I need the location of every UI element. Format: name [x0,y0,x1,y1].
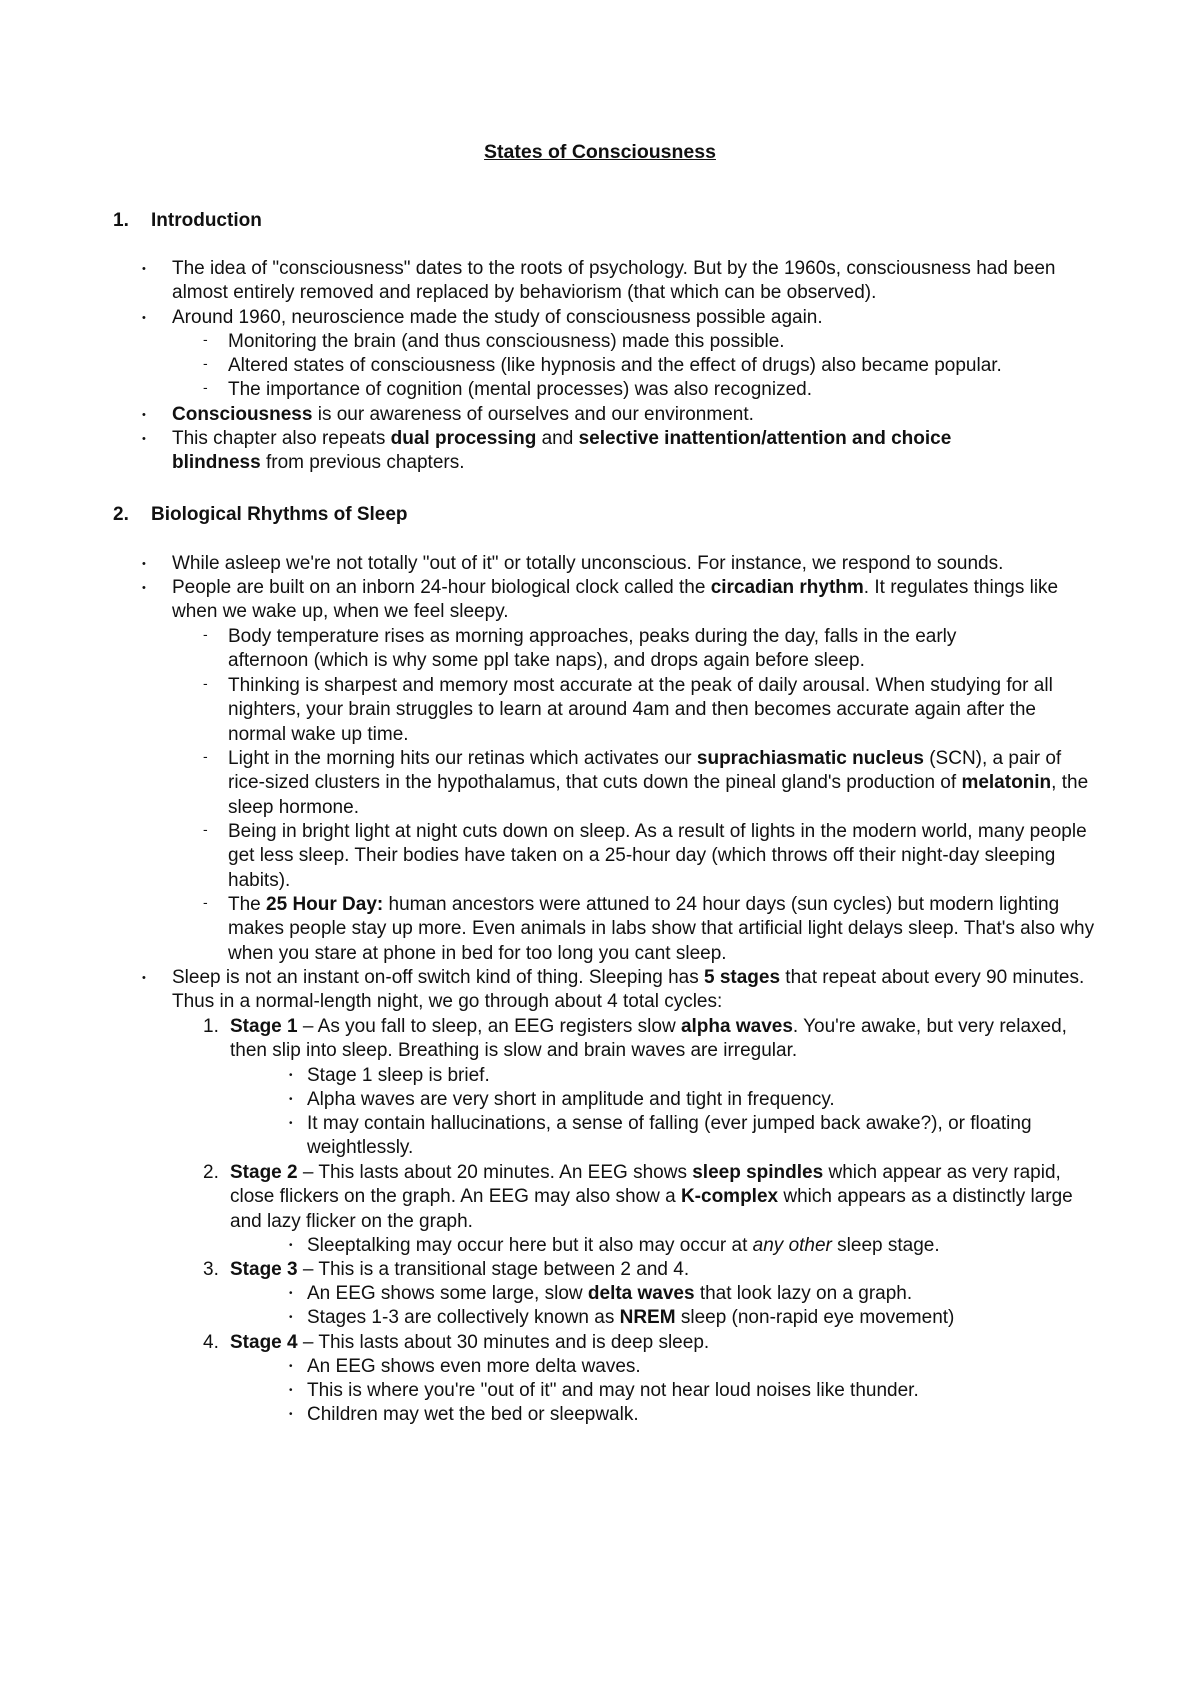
numbered-item-stage-1 [0,1015,1200,1064]
numbered-item-stage-2 [0,1161,1200,1234]
bullet-marker: • [289,1409,293,1420]
sub-list-item-text: Altered states of consciousness (like hypnosis and the effect of drugs) also became popular. [228,355,1002,376]
sub-sub-list-item-text: Children may wet the bed or sleepwalk. [307,1404,639,1425]
sub-list-item-text: Being in bright light at night cuts down on sleep. As a result of lights in the modern world, many people get less sleep. Their bodies have taken on a 25-hour day (which throws off their night-day sleeping habits). [228,821,1087,891]
item-number: 2. [203,1162,219,1183]
dash-marker: - [203,894,208,910]
bullet-marker: • [142,972,146,984]
sub-list-item-text: The 25 Hour Day: human ancestors were attuned to 24 hour days (sun cycles) but modern lighting makes people stay up more. Even animals in labs show that artificial light delays sleep. That's also why when you stare at phone in bed for too long you cant sleep. [228,894,1095,964]
bullet-marker: • [289,1312,293,1323]
sub-list-item-text: The importance of cognition (mental processes) was also recognized. [228,379,813,400]
sub-sub-list-item [0,1282,1200,1306]
sub-sub-list-item [0,1403,1200,1427]
bullet-marker: • [142,409,146,421]
sub-list-item [0,378,1200,402]
numbered-item-text: Stage 3 – This is a transitional stage between 2 and 4. [230,1259,690,1280]
sub-sub-list-item-text: Stage 1 sleep is brief. [307,1065,490,1086]
bullet-marker: • [289,1094,293,1105]
term-delta-waves: delta waves [587,1283,695,1304]
stage-name: Stage 2 [230,1162,298,1183]
term-dual-processing: dual processing [390,428,537,449]
bullet-marker: • [142,263,146,275]
sub-sub-list-item-text: Sleeptalking may occur here but it also may occur at any other sleep stage. [307,1235,940,1256]
list-item [0,306,1200,330]
list-item-text: This chapter also repeats dual processing and selective inattention/attention and choice blindness from previous chapters. [172,428,952,474]
item-number: 1. [203,1016,219,1037]
section-number: 2. [113,504,129,525]
sub-sub-list-item-text: This is where you're "out of it" and may not hear loud noises like thunder. [307,1380,919,1401]
term-alpha-waves: alpha waves [680,1016,793,1037]
dash-marker: - [203,331,208,347]
list-item [0,257,1200,306]
numbered-item-text: Stage 4 – This lasts about 30 minutes and is deep sleep. [230,1332,710,1353]
dash-marker: - [203,355,208,371]
sub-list-item-text: Monitoring the brain (and thus consciousness) made this possible. [228,331,785,352]
sub-list-item [0,674,1200,747]
list-item-text: Around 1960, neuroscience made the study of consciousness possible again. [172,307,823,328]
sub-list-item [0,893,1200,966]
term-consciousness: Consciousness [172,404,313,425]
stage-name: Stage 3 [230,1259,298,1280]
sub-sub-list-item-text: An EEG shows some large, slow delta waves that look lazy on a graph. [307,1283,913,1304]
sub-list-item-text: Thinking is sharpest and memory most accurate at the peak of daily arousal. When studying for all nighters, your brain struggles to learn at around 4am and then becomes accurate again after the normal wake up time. [228,675,1053,745]
section-title: Introduction [151,210,262,231]
term-k-complex: K-complex [680,1186,779,1208]
list-item [0,576,1200,625]
dash-marker: - [203,821,208,837]
section-heading-biological-rhythms [113,503,408,527]
term-melatonin: melatonin [961,772,1052,794]
sub-sub-list-item-text: Stages 1-3 are collectively known as NREM sleep (non-rapid eye movement) [307,1307,955,1328]
section-number: 1. [113,210,129,231]
item-number: 3. [203,1259,219,1280]
emphasis-any-other: any other [752,1235,832,1256]
bullet-marker: • [289,1118,293,1129]
numbered-item-stage-3 [0,1258,1200,1282]
term-nrem: NREM [619,1307,676,1328]
sub-sub-list-item [0,1064,1200,1088]
section-heading-introduction [113,209,262,233]
bullet-marker: • [289,1288,293,1299]
bullet-marker: • [142,312,146,324]
list-item [0,403,1200,427]
bullet-marker: • [289,1361,293,1372]
term-suprachiasmatic-nucleus: suprachiasmatic nucleus [696,748,924,769]
list-item [0,966,1200,1015]
sub-sub-list-item-text: An EEG shows even more delta waves. [307,1356,641,1377]
bullet-marker: • [289,1240,293,1251]
numbered-item-stage-4 [0,1331,1200,1355]
document-title: States of Consciousness [484,141,716,163]
sub-sub-list-item [0,1379,1200,1403]
list-item [0,552,1200,576]
sub-list-item-text: Light in the morning hits our retinas which activates our suprachiasmatic nucleus (SCN), a pair of rice-sized clusters in the hypothalamus, that cuts down the pineal gland's production of melatonin, the sleep hormone. [228,748,1089,818]
dash-marker: - [203,675,208,691]
list-item-text: Consciousness is our awareness of ourselves and our environment. [172,404,754,425]
list-item [0,427,1200,476]
term-25-hour-day: 25 Hour Day: [266,894,384,915]
sub-list-item [0,747,1200,820]
list-item-text: People are built on an inborn 24-hour biological clock called the circadian rhythm. It regulates things like when we wake up, when we feel sleepy. [172,577,1059,623]
sub-list-item [0,625,1200,674]
bullet-marker: • [289,1070,293,1081]
bullet-marker: • [142,558,146,570]
list-item-text: Sleep is not an instant on-off switch kind of thing. Sleeping has 5 stages that repeat about every 90 minutes. Thus in a normal-length night, we go through about 4 total cycles: [172,967,1085,1013]
list-item-text: While asleep we're not totally "out of it" or totally unconscious. For instance, we respond to sounds. [172,553,1004,574]
list-item-text: The idea of "consciousness" dates to the roots of psychology. But by the 1960s, consciousness had been almost entirely removed and replaced by behaviorism (that which can be observed). [172,258,1056,304]
stage-name: Stage 4 [230,1332,298,1353]
numbered-item-text: Stage 1 – As you fall to sleep, an EEG registers slow alpha waves. You're awake, but very relaxed, then slip into sleep. Breathing is slow and brain waves are irregular. [230,1016,1067,1062]
sub-list-item [0,820,1200,893]
bullet-marker: • [142,582,146,594]
item-number: 4. [203,1332,219,1353]
term-circadian-rhythm: circadian rhythm [710,577,864,598]
sub-sub-list-item [0,1234,1200,1258]
dash-marker: - [203,626,208,642]
sub-list-item-text: Body temperature rises as morning approaches, peaks during the day, falls in the early afternoon (which is why some ppl take naps), and drops again before sleep. [228,626,957,672]
dash-marker: - [203,748,208,764]
term-5-stages: 5 stages [703,967,781,988]
sub-sub-list-item [0,1355,1200,1379]
section-title: Biological Rhythms of Sleep [151,504,408,525]
sub-list-item [0,330,1200,354]
sub-list-item [0,354,1200,378]
sub-sub-list-item [0,1112,1200,1161]
sub-sub-list-item-text: It may contain hallucinations, a sense of falling (ever jumped back awake?), or floating weightlessly. [307,1113,1032,1159]
term-selective-inattention: selective inattention/attention and choice blindness [172,428,952,474]
numbered-item-text: Stage 2 – This lasts about 20 minutes. An EEG shows sleep spindles which appear as very rapid, close flickers on the graph. An EEG may also show a K-complex which appears as a distinctly large and lazy flicker on the graph. [230,1162,1073,1232]
sub-sub-list-item [0,1088,1200,1112]
term-sleep-spindles: sleep spindles [692,1162,824,1183]
sub-sub-list-item-text: Alpha waves are very short in amplitude and tight in frequency. [307,1089,835,1110]
dash-marker: - [203,379,208,395]
bullet-marker: • [142,433,146,445]
sub-sub-list-item [0,1306,1200,1330]
bullet-marker: • [289,1385,293,1396]
stage-name: Stage 1 [230,1016,298,1037]
